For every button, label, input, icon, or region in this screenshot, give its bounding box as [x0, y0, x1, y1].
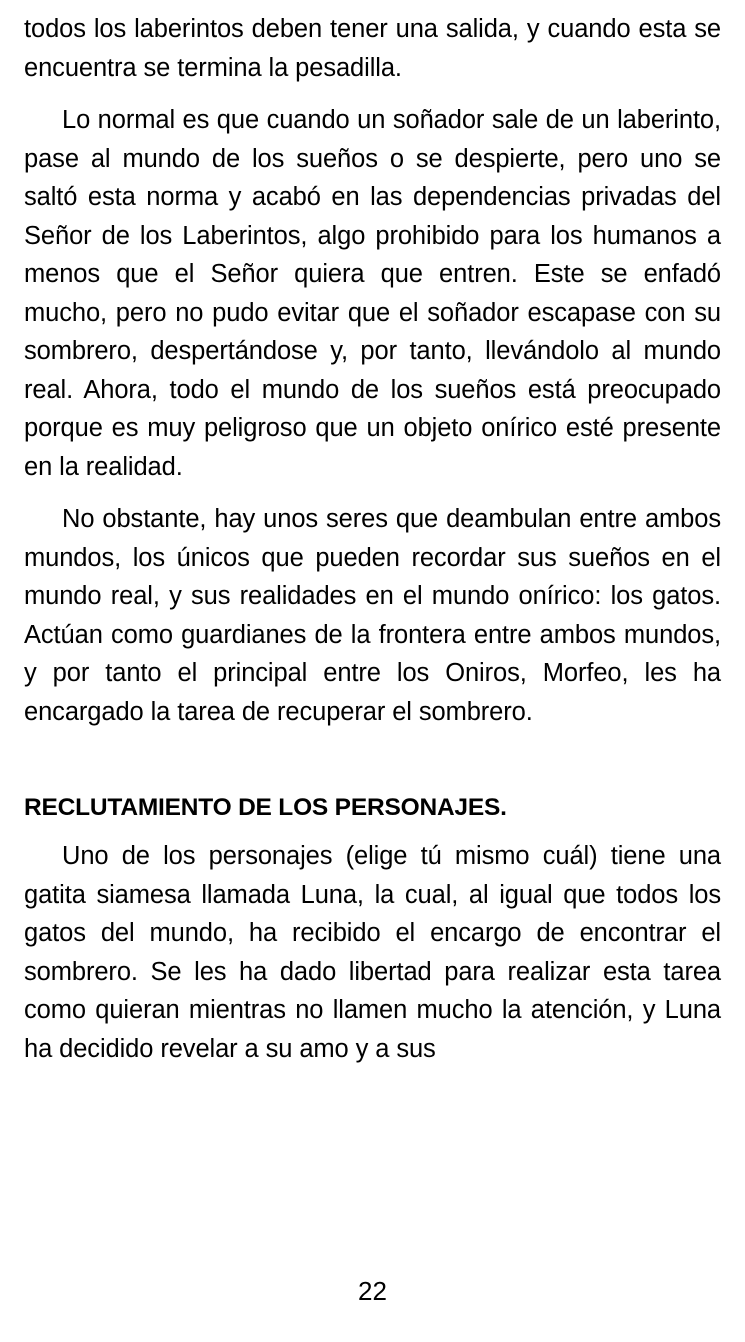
paragraph-luna-intro: Uno de los personajes (elige tú mismo cuál) tiene una gatita siamesa llamada Luna, la cual, al igual que todos los gatos del mundo, ha recibido el encargo de encontrar el sombrero. Se les ha dado libertad para realizar esta tarea como quieran mientras no llamen mucho la atención, y Luna ha decidido revelar a su amo y a sus — [24, 842, 721, 1063]
page-number: 22 — [358, 1276, 387, 1306]
paragraph-dream-exit: Lo normal es que cuando un soñador sale de un laberinto, pase al mundo de los sueños o se despierte, pero uno se saltó esta norma y acabó en las dependencias privadas del Señor de los Laberintos, algo prohibido para los humanos a menos que el Señor quiera que entren. Este se enfadó mucho, pero no pudo evitar que el soñador escapase con su sombrero, despertándose y, por tanto, llevándolo al mundo real. Ahora, todo el mundo de los sueños está preocupado porque es muy peligroso que un objeto onírico esté presente en la realidad. — [24, 106, 721, 481]
paragraph-continuation: todos los laberintos deben tener una salida, y cuando esta se encuentra se termina la pesadilla. — [24, 15, 721, 82]
section-heading-recruitment: RECLUTAMIENTO DE LOS PERSONAJES. — [24, 794, 507, 821]
section-spacer — [24, 745, 721, 789]
paragraph-cats-guardians: No obstante, hay unos seres que deambulan entre ambos mundos, los únicos que pueden recordar sus sueños en el mundo real, y sus realidades en el mundo onírico: los gatos. Actúan como guardianes de la frontera entre ambos mundos, y por tanto el principal entre los Oniros, Morfeo, les ha encargado la tarea de recuperar el sombrero. — [24, 505, 721, 726]
